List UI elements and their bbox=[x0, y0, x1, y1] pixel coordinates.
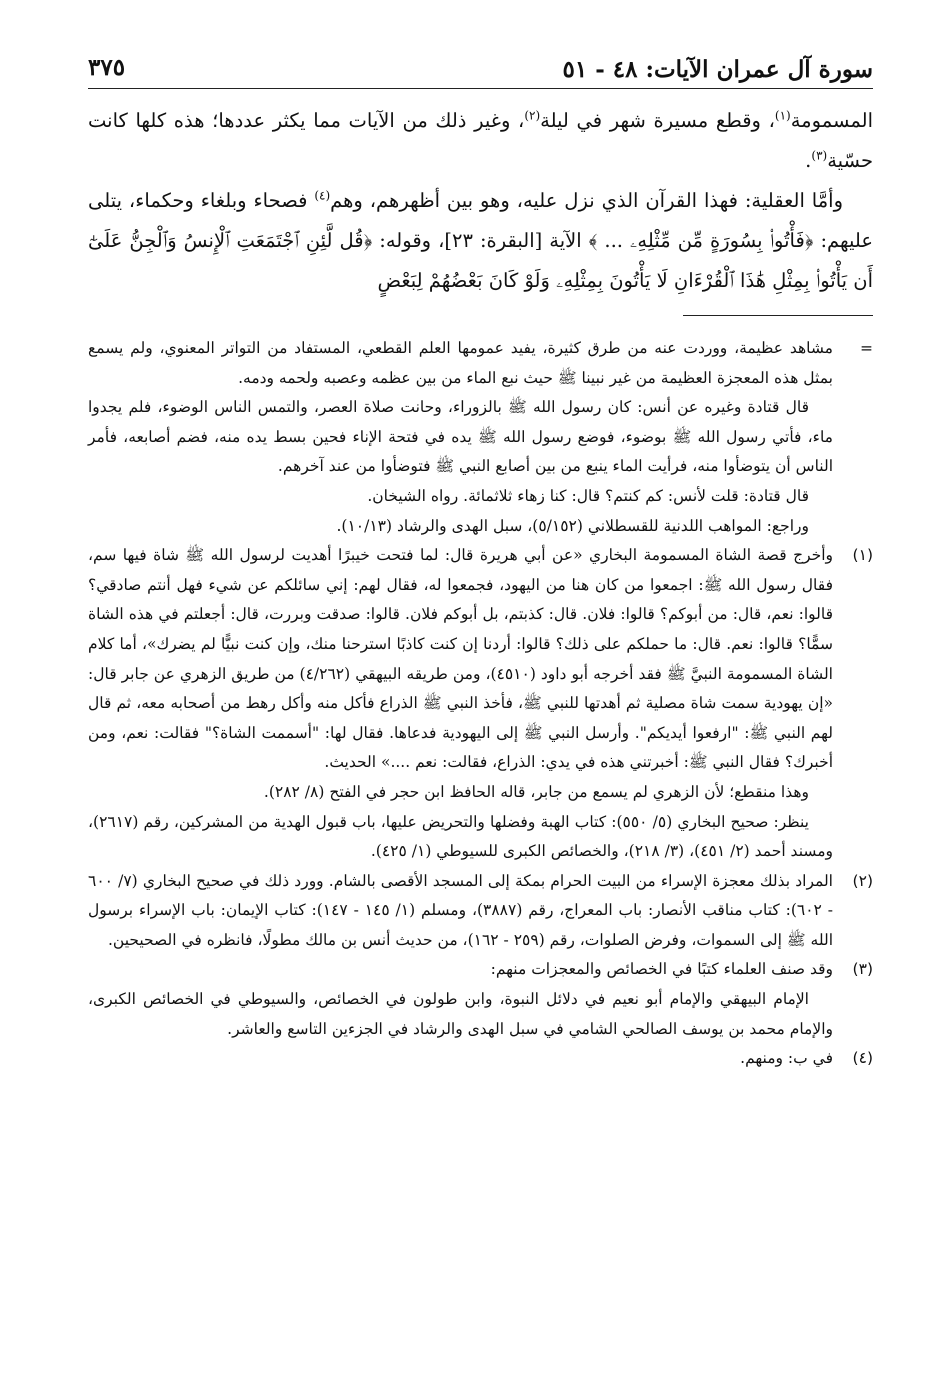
running-header bbox=[88, 52, 873, 89]
footnote-continuation bbox=[88, 334, 873, 541]
footnote-paragraph: ينظر: صحيح البخاري (٥/ ٥٥٠): كتاب الهبة وفضلها والتحريض عليها، باب قبول الهدية من المشركين، رقم (٢٦١٧)، ومسند أحمد (٢/ ٤٥١)، (٣/ ٢١٨)، والخصائص الكبرى للسيوطي (١/ ٤٢٥). bbox=[88, 812, 833, 861]
footnote-separator bbox=[683, 315, 873, 316]
footnote-ref-3: (٣) bbox=[811, 148, 828, 163]
footnote-1 bbox=[88, 541, 873, 867]
footnote-paragraph: قال قتادة: قلت لأنس: كم كنتم؟ قال: كنا زهاء ثلاثمائة. رواه الشيخان. bbox=[367, 486, 809, 505]
footnote-marker: (١) bbox=[852, 546, 873, 565]
text-run: فصحاء وبلغاء وحكماء، يتلى عليهم: ﴿فَأْتُوا۟ بِسُورَةٍ مِّن مِّثْلِهِۦ ... ﴾ الآية [البقرة: ٢٣]، وقوله: ﴿قُل لَّئِنِ ٱجْتَمَعَتِ ٱلْإِنسُ وَٱلْجِنُّ عَلَىٰٓ أَن يَأْتُوا۟ بِمِثْلِ هَٰذَا ٱلْقُرْءَانِ لَا يَأْتُونَ بِمِثْلِهِۦ وَلَوْ كَانَ بَعْضُهُمْ لِبَعْضٍ bbox=[88, 189, 873, 292]
footnote-paragraph: المراد بذلك معجزة الإسراء من البيت الحرام بمكة إلى المسجد الأقصى بالشام. وورد ذلك في صحيح البخاري (٧/ ٦٠٠ - ٦٠٢): كتاب مناقب الأنصار: باب المعراج، رقم (٣٨٨٧)، ومسلم (١/ ١٤٥ - ١٤٧): كتاب الإيمان: باب الإسراء برسول الله ﷺ إلى السموات، وفرض الصلوات، رقم (٢٥٩ - ١٦٢)، من حديث أنس بن مالك مطولًا، فانظره في الصحيحين. bbox=[88, 871, 833, 949]
text-run: وأمَّا العقلية: فهذا القرآن الذي نزل عليه، وهو بين أظهرهم، وهم bbox=[330, 189, 843, 212]
text-run: . bbox=[805, 149, 812, 172]
main-paragraph-1 bbox=[88, 101, 873, 181]
footnote-4 bbox=[88, 1044, 873, 1074]
book-page bbox=[88, 52, 873, 1352]
footnotes bbox=[88, 334, 873, 1074]
footnote-paragraph: وهذا منقطع؛ لأن الزهري لم يسمع من جابر، قاله الحافظ ابن حجر في الفتح (٨/ ٢٨٢). bbox=[263, 782, 809, 801]
text-run: المسمومة bbox=[790, 109, 873, 132]
footnote-marker: (٤) bbox=[852, 1049, 873, 1068]
footnote-ref-2: (٢) bbox=[524, 108, 541, 123]
footnote-paragraph: وراجع: المواهب اللدنية للقسطلاني (٥/١٥٢)، سبل الهدى والرشاد (١٠/١٣). bbox=[336, 516, 809, 535]
footnote-marker: (٣) bbox=[852, 960, 873, 979]
footnote-ref-1: (١) bbox=[774, 108, 791, 123]
main-text bbox=[88, 101, 873, 301]
footnote-2 bbox=[88, 867, 873, 956]
main-paragraph-2 bbox=[88, 181, 873, 301]
footnote-ref-4: (٤) bbox=[314, 188, 331, 203]
footnote-paragraph: الإمام البيهقي والإمام أبو نعيم في دلائل النبوة، وابن طولون في الخصائص، والسيوطي في الخصائص الكبرى، والإمام محمد بن يوسف الصالحي الشامي في سبل الهدى والرشاد في الجزءين التاسع والعاشر. bbox=[88, 990, 833, 1038]
footnote-paragraph: وأخرج قصة الشاة المسمومة البخاري «عن أبي هريرة قال: لما فتحت خيبرًا أهديت لرسول الله ﷺ شاة فيها سم، فقال رسول الله ﷺ: اجمعوا من كان هنا من اليهود، فجمعوا له، فقال لهم: إني سائلكم عن شيء فهل أنتم صادقي؟ قالوا: نعم، قال: من أبوكم؟ قالوا: فلان. قال: كذبتم، بل أبوكم فلان. قالوا: صدقت وبررت، قال: أجعلتم في هذه الشاة سمًّا؟ قالوا: نعم. قال: ما حملكم على ذلك؟ قالوا: أردنا إن كنت كاذبًا استرحنا منك، وإن كنت نبيًّا لم يضرك»، أما كلام الشاة المسمومة النبيَّ ﷺ فقد أخرجه أبو داود (٤٥١٠)، ومن طريقه البيهقي (٤/٢٦٢) من طريق الزهري عن جابر قال: «إن يهودية سمت شاة مصلية ثم أهدتها للنبي ﷺ، فأخذ النبي ﷺ الذراع فأكل منه وأكل رهط من أصحابه معه، ثم قال لهم النبي ﷺ: "ارفعوا أيديكم". وأرسل النبي ﷺ إلى اليهودية فدعاها. فقال لها: "أسممت الشاة؟" فقالت: نعم، ومن أخبرك؟ فقال النبي ﷺ: أخبرتني هذه في يدي: الذراع، فقالت: نعم ....» الحديث. bbox=[88, 546, 834, 772]
footnote-paragraph: وقد صنف العلماء كتبًا في الخصائص والمعجزات منهم: bbox=[490, 960, 833, 979]
text-run: ، وقطع مسيرة شهر في ليلة bbox=[540, 109, 775, 132]
footnote-3 bbox=[88, 955, 873, 1044]
footnote-marker: (٢) bbox=[852, 871, 873, 890]
text-run: ، وغير ذلك من الآيات مما يكثر عددها؛ هذه كلها كانت حسّية bbox=[88, 109, 873, 172]
footnote-paragraph: قال قتادة وغيره عن أنس: كان رسول الله ﷺ بالزوراء، وحانت صلاة العصر، والتمس الناس الوضوء، فلم يجدوا ماء، فأتي رسول الله ﷺ بوضوء، فوضع رسول الله ﷺ يده في فتحة الإناء فحين بسط يده منه، فضم أصابعه، فأمر الناس أن يتوضأوا منه، فرأيت الماء ينبع من بين أصابع النبي ﷺ فتوضأوا من عند آخرهم. bbox=[88, 398, 833, 476]
header-title: سورة آل عمران الآيات: ٤٨ - ٥١ bbox=[562, 56, 873, 83]
footnote-paragraph: في ب: ومنهم. bbox=[740, 1049, 833, 1068]
page-number: ٣٧٥ bbox=[88, 54, 126, 81]
continuation-marker: = bbox=[860, 339, 873, 357]
footnote-paragraph: مشاهد عظيمة، ووردت عنه من طرق كثيرة، يفيد عمومها العلم القطعي، المستفاد من التواتر المعنوي، ولم يسمع بمثل هذه المعجزة العظيمة من غير نبينا ﷺ حيث نبع الماء من بين عظمه وعصبه ولحمه ودمه. bbox=[88, 339, 833, 387]
